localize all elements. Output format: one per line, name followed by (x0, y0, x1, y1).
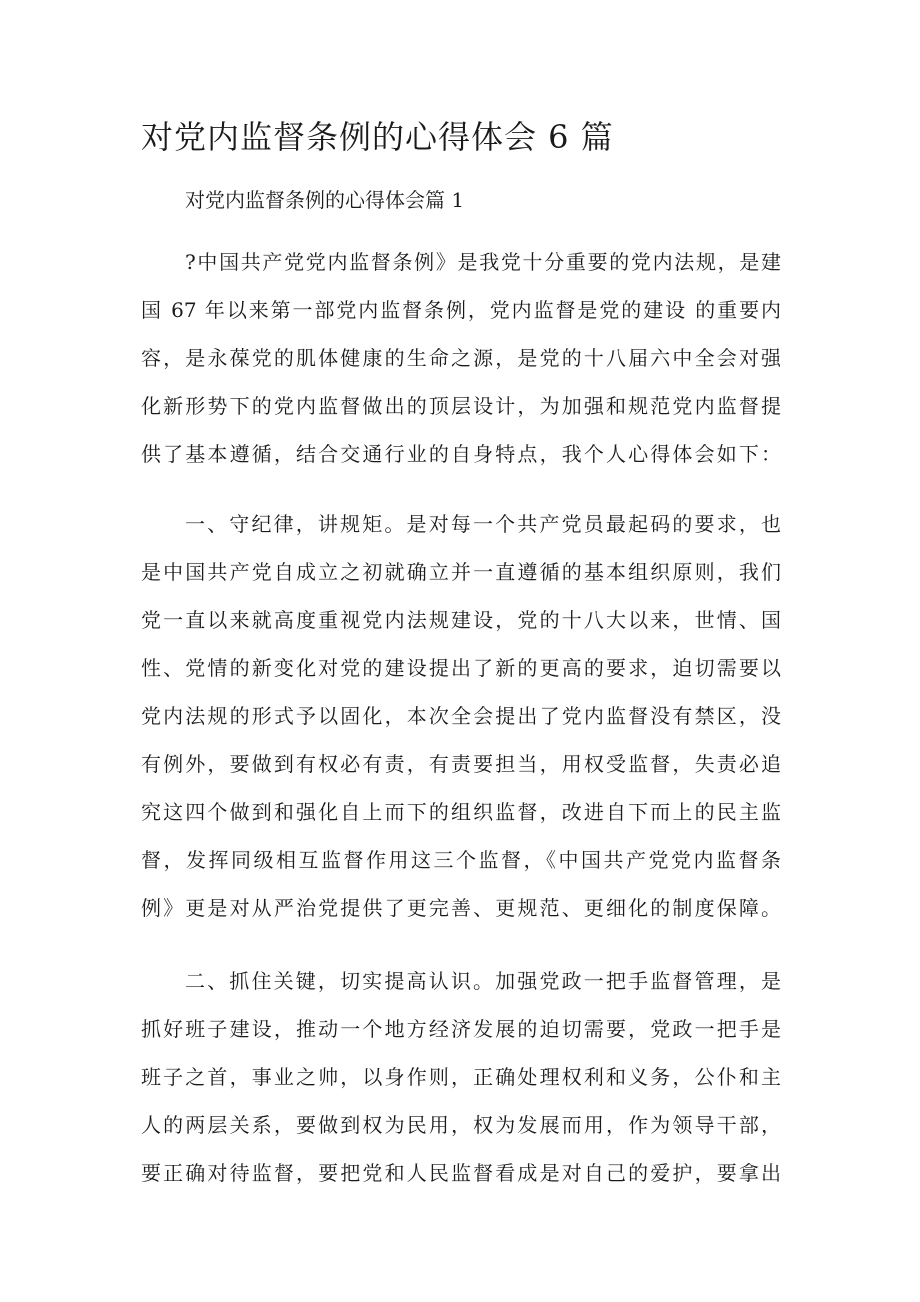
paragraph-line: 党一直以来就高度重视党内法规建设，党的十八大以来，世情、国 (141, 608, 781, 632)
paragraph-line: 性、党情的新变化对党的建设提出了新的更高的要求，迫切需要以 (141, 656, 781, 680)
paragraph-discipline (141, 500, 781, 932)
paragraph-line: 究这四个做到和强化自上而下的组织监督，改进自下而上的民主监 (141, 800, 781, 824)
paragraph-intro (141, 238, 781, 478)
paragraph-line: 二、抓住关键，切实提高认识。加强党政一把手监督管理，是 (185, 969, 781, 993)
paragraph-line: 抓好班子建设，推动一个地方经济发展的迫切需要，党政一把手是 (141, 1017, 781, 1041)
paragraph-line: ?中国共产党党内监督条例》是我党十分重要的党内法规，是建 (185, 250, 781, 274)
section-subtitle: 对党内监督条例的心得体会篇 1 (185, 188, 465, 212)
paragraph-line: 国 67 年以来第一部党内监督条例，党内监督是党的建设 的重要内 (141, 298, 781, 322)
paragraph-line: 党内法规的形式予以固化，本次全会提出了党内监督没有禁区，没 (141, 704, 781, 728)
paragraph-line: 督，发挥同级相互监督作用这三个监督，《中国共产党党内监督条 (141, 848, 781, 872)
paragraph-line: 例》更是对从严治党提供了更完善、更规范、更细化的制度保障。 (141, 896, 781, 920)
paragraph-line: 有例外，要做到有权必有责，有责要担当，用权受监督，失责必追 (141, 752, 781, 776)
document-title: 对党内监督条例的心得体会 6 篇 (141, 118, 614, 156)
paragraph-line: 一、守纪律，讲规矩。是对每一个共产党员最起码的要求，也 (185, 512, 781, 536)
paragraph-line: 供了基本遵循，结合交通行业的自身特点，我个人心得体会如下： (141, 442, 781, 466)
paragraph-line: 是中国共产党自成立之初就确立并一直遵循的基本组织原则，我们 (141, 560, 781, 584)
paragraph-line: 人的两层关系，要做到权为民用，权为发展而用，作为领导干部， (141, 1113, 781, 1137)
paragraph-line: 容，是永葆党的肌体健康的生命之源，是党的十八届六中全会对强 (141, 346, 781, 370)
paragraph-line: 化新形势下的党内监督做出的顶层设计，为加强和规范党内监督提 (141, 394, 781, 418)
paragraph-key-points (141, 957, 781, 1197)
paragraph-line: 班子之首，事业之帅，以身作则，正确处理权利和义务，公仆和主 (141, 1065, 781, 1089)
paragraph-line: 要正确对待监督，要把党和人民监督看成是对自己的爱护，要拿出 (141, 1161, 781, 1185)
